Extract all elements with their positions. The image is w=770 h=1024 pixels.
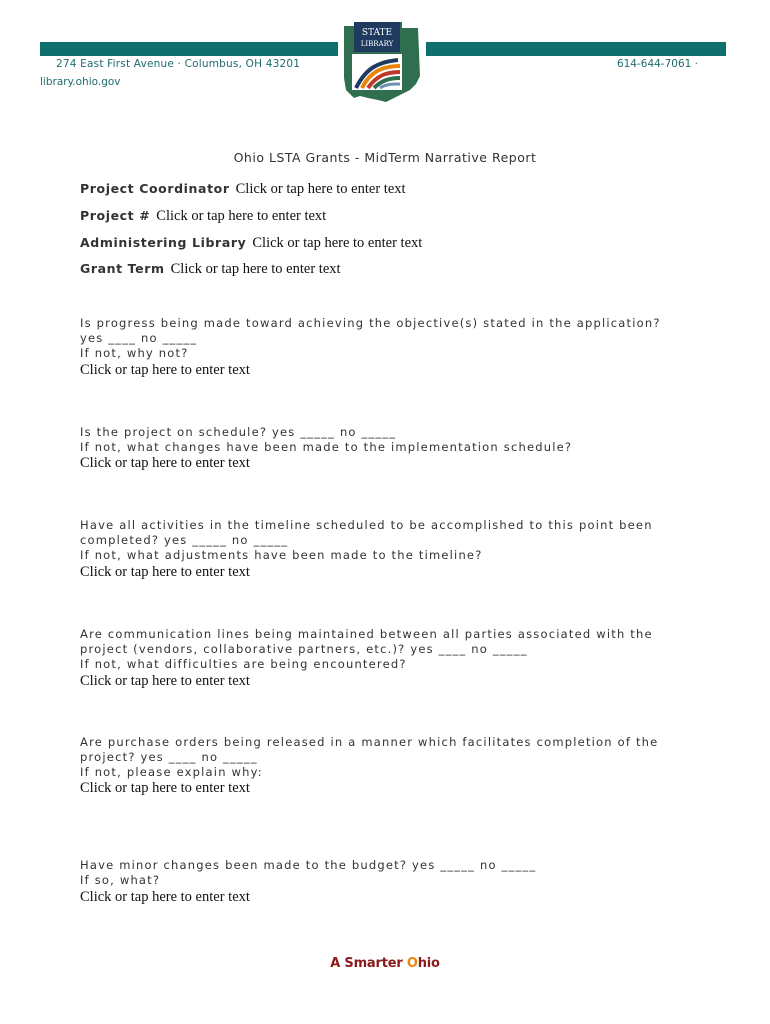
answer-schedule[interactable]: Click or tap here to enter text <box>80 455 250 471</box>
answer-purchase-orders[interactable]: Click or tap here to enter text <box>80 780 250 796</box>
question-communication: Are communication lines being maintained between all parties associated with the project (vendors, collaborative partners, etc.)? yes ____ no _____ If not, what difficulties are being encountered? <box>80 627 653 671</box>
question-purchase-orders: Are purchase orders being released in a manner which facilitates completion of the project? yes ____ no _____ If not, please explain why: <box>80 735 659 779</box>
question-timeline: Have all activities in the timeline scheduled to be accomplished to this point been completed? yes _____ no _____ If not, what adjustments have been made to the timeline? <box>80 518 653 562</box>
website-link[interactable]: library.ohio.gov <box>40 76 121 88</box>
field-project-number <box>80 208 326 225</box>
field-grant-term <box>80 261 341 278</box>
answer-progress[interactable]: Click or tap here to enter text <box>80 362 250 378</box>
field-input[interactable]: Click or tap here to enter text <box>156 208 327 224</box>
question-schedule: Is the project on schedule? yes _____ no _____ If not, what changes have been made to the implementation schedule? <box>80 425 573 454</box>
field-project-coordinator <box>80 181 406 198</box>
question-budget: Have minor changes been made to the budget? yes _____ no _____ If so, what? <box>80 858 537 887</box>
footer-slogan <box>0 956 770 971</box>
footer-highlight: O <box>406 956 418 971</box>
logo-text-state: STATE <box>361 28 393 38</box>
address: 274 East First Avenue · Columbus, OH 43201 <box>56 58 301 70</box>
field-label: Grant Term <box>80 261 165 276</box>
footer-prefix: A Smarter <box>330 956 407 971</box>
field-input[interactable]: Click or tap here to enter text <box>170 261 341 277</box>
answer-timeline[interactable]: Click or tap here to enter text <box>80 564 250 580</box>
field-administering-library <box>80 235 422 252</box>
field-input[interactable]: Click or tap here to enter text <box>252 235 423 251</box>
logo-text-library: LIBRARY <box>360 40 394 48</box>
field-label: Administering Library <box>80 235 247 250</box>
header-band-right <box>426 42 726 56</box>
state-library-logo <box>338 18 424 108</box>
footer-suffix: hio <box>417 956 440 971</box>
field-input[interactable]: Click or tap here to enter text <box>235 181 406 197</box>
header-band-left <box>40 42 338 56</box>
answer-budget[interactable]: Click or tap here to enter text <box>80 889 250 905</box>
field-label: Project # <box>80 208 151 223</box>
question-progress: Is progress being made toward achieving the objective(s) stated in the application? yes ____ no _____ If not, why not? <box>80 316 661 360</box>
phone-number: 614-644-7061 · <box>616 58 698 70</box>
page-title: Ohio LSTA Grants - MidTerm Narrative Report <box>233 150 537 165</box>
answer-communication[interactable]: Click or tap here to enter text <box>80 673 250 689</box>
field-label: Project Coordinator <box>80 181 230 196</box>
